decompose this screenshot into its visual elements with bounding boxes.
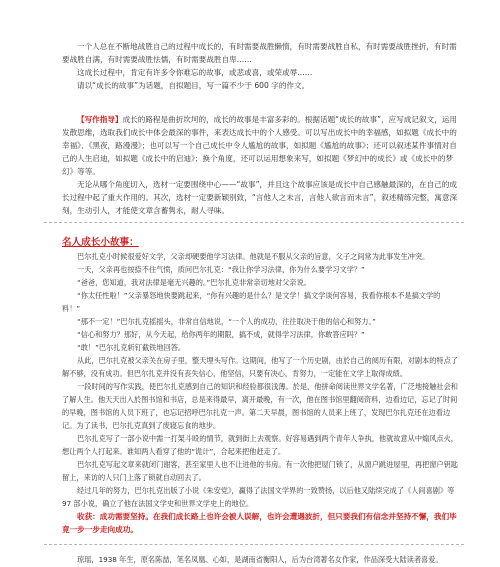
story-paragraph: 一天，父亲再也按捺不住气愤，质问巴尔扎克：“我让你学习法律，你为什么要学习文学？” [77,265,365,274]
prompt-section [62,40,458,92]
story-paragraph: 从此，巴尔扎克被父亲关在房子里，整天埋头写作。这期间，他写了一个历史剧，由於自己的阅历有限，对剧本的特点了解不够，没有成功。但巴尔扎克并没有丧失信心，他坚信，只要有决心，肯努力，一定能在文学上取得成绩。 [62,356,458,378]
writing-guide-section [62,113,458,217]
prompt-paragraph: 这成长过程中，肯定有许多令你难忘的故事，或悲或喜，或荣或辱…… [77,68,313,77]
guide-tag: 【写作指导】 [77,115,123,124]
guide-paragraph: 无论从哪个角度切入，选材一定要围绕中心——“故事”，并且这个故事应该是成长中自己感触最深的，在自己的成长过程中起了重大作用的。其次，选材一定要新颖别致，“言他人之未言，言他人欲言而未言”，叙述精练完整，寓意深刻，生动引人，才能使文章含蓄隽永，耐人寻味。 [62,180,458,215]
story-section [62,250,458,536]
story-paragraph: 经过几年的努力，巴尔扎克出版了小说《朱安党》，赢得了法国文学界的一致赞扬，以后他又陆续完成了《人间喜剧》等 97 部小说，确立了他在法国文学史和世界文学史上的地位。 [62,486,455,508]
next-section-text: 琼瑶，1938 年生，原名陈喆，笔名凤凰、心如，是湖南省衡阳人，后为台湾著名女作家，作品深受大陆读者喜爱。 [77,555,443,564]
story-paragraph: “敢！”巴尔扎克斩钉截铁地回答。 [77,343,186,352]
story-paragraph: “那不一定！”巴尔扎克摇摇头，非常自信地说，“一个人的成功，往往取决于他的信心和努力。” [77,317,376,326]
section-divider [44,222,464,223]
story-paragraph: 巴尔扎克小时候很爱好文学，父亲却硬要他学习法律。他就是不服从父亲的旨意，父子之间常为此事发生冲突。 [77,252,430,261]
prompt-paragraph: 一个人总在不断地战胜自己的过程中成长的，有时需要战胜懒惰，有时需要战胜自私，有时需要战胜挫折，有时需要战胜自满，有时需要战胜怯懦，有时需要战胜自卑…… [62,42,457,64]
story-paragraph: 巴尔扎克写起文章来就闭门谢客，甚至家里人也不让进他的书房。有一次他把屋门锁了，从窗户跳进屋里，再把窗户钥匙留上，来访的人只门上落了锁就自动回去了。 [62,460,458,482]
guide-paragraph [62,113,458,178]
story-paragraph: 巴尔扎克写了一部小说中需一打架斗殴的情节，就到街上去观察。好容易遇到两个青年人争执，他就故意从中煽风点火，想让两个人打起来。谁知两人看穿了他的“诡计”，合起来把他赶走了。 [62,434,458,456]
story-paragraph: “爸爸，您知道，我对法律是毫无兴趣的。”巴尔扎克非常亲切地对父亲说。 [77,278,311,287]
story-paragraph: 一段时间的写作实践，使巴尔扎克感到自己的知识和经验都很浅薄。於是，他拼命阅读世界文学名著，广泛地接触社会和了解人生。他天天出入於图书馆和书店，总是来得最早，离开最晚，有一次，他在图书馆里翻阅资料，边看边记，忘记了时间的早晚，图书馆的人员下班了，也忘记招呼巴尔扎克一声。第二天早晨，图书馆的人员来上班了，发现巴尔扎克还在边看边记。为了读书，巴尔扎克真到了废寝忘食的地步。 [62,382,458,430]
guide-text: 成长的路程是曲折坎坷的，成长的故事是丰富多彩的。根据话题“成长的故事”，应写成记叙文，运用发散思维，选取我们成长中体会最深的事件，来表达成长中的个人感受。可以写出成长中的幸福感，如拟题《成长中的幸福》、《黑夜，路漫漫》；也可以写一个自己成长中令人尴尬的故事，如拟题《尴尬的故事》；还可以叙述某件事情对自己的人生启迪，如拟题《成长中的启迪》；换个角度，还可以运用想象来写，如拟题《梦幻中的成长》或《成长中的梦幻》等等。 [62,115,457,176]
section-divider [44,544,464,545]
story-takeaway: 收获：成功需要坚持。在我们成长路上也许会被人误解，也许会遭遇波折，但只要我们有信念并坚持不懈，我们毕竟一步一步走向成功。 [62,512,457,534]
story-heading: 名人成长小故事： [62,237,139,248]
story-paragraph: “你太任性啦！”父亲暴怒地快要跳起来，“你有兴趣的是什么？是文学！搞文学谈何容易，我看你根本不是搞文学的料！” [62,291,441,313]
prompt-paragraph: 请以“成长的故事”为话题，自拟题目，写一篇不少于 600 字的作文。 [77,81,310,90]
story-paragraph: “信心和努力？那好，从今天起，给你两年的期限，搞不成，就得学习法律，你敢答应吗？” [77,330,365,339]
